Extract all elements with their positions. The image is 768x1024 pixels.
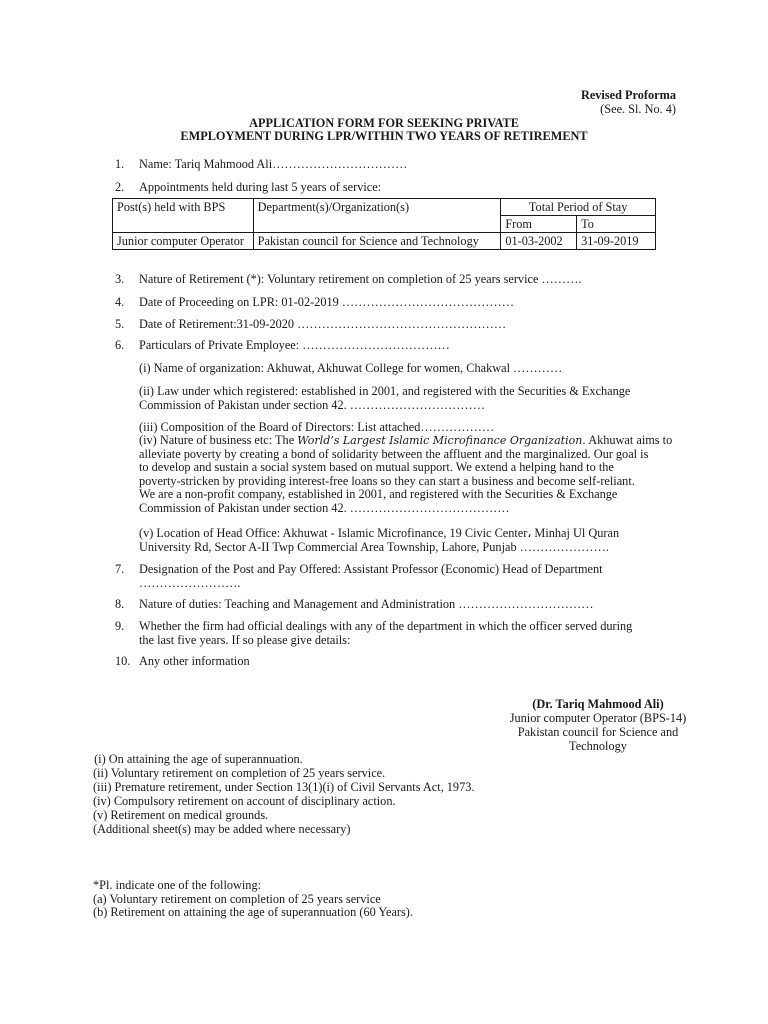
particular-head-office-line: University Rd, Sector A-II Twp Commercial Area Township, Lahore, Punjab …………………. bbox=[139, 540, 609, 554]
item-other-information: Any other information bbox=[139, 654, 250, 668]
item-official-dealings-line: the last five years. If so please give details: bbox=[139, 633, 351, 647]
footnote-line: (Additional sheet(s) may be added where necessary) bbox=[93, 822, 351, 836]
particular-law-line: (ii) Law under which registered: established in 2001, and registered with the Securities & Exchange bbox=[139, 384, 631, 398]
item-duties: Nature of duties: Teaching and Management and Administration …………………………… bbox=[139, 597, 594, 611]
col-header-period: Total Period of Stay bbox=[501, 199, 656, 216]
item-particulars: Particulars of Private Employee: ……………………………… bbox=[139, 338, 450, 352]
item-number: 9. bbox=[115, 619, 125, 633]
business-slogan: World’s Largest Islamic Microfinance Organization. bbox=[297, 434, 586, 447]
item-number: 7. bbox=[115, 562, 125, 576]
reference-label: (See. Sl. No. 4) bbox=[600, 102, 676, 116]
item-designation bbox=[139, 562, 603, 590]
particular-law bbox=[139, 384, 675, 412]
indicate-option-b: (b) Retirement on attaining the age of superannuation (60 Years). bbox=[93, 905, 413, 919]
col-header-from: From bbox=[501, 216, 577, 233]
item-number: 3. bbox=[115, 272, 125, 286]
item-number: 6. bbox=[115, 338, 125, 352]
table-row bbox=[113, 233, 656, 250]
item-number: 5. bbox=[115, 317, 125, 331]
indicate-note: *Pl. indicate one of the following: bbox=[93, 878, 262, 892]
particular-law-line: Commission of Pakistan under section 42. …………………………… bbox=[139, 398, 486, 412]
proforma-label: Revised Proforma bbox=[580, 88, 676, 102]
cell-post: Junior computer Operator bbox=[113, 233, 254, 250]
item-name: Name: Tariq Mahmood Ali…………………………… bbox=[139, 157, 408, 171]
business-prefix: (iv) Nature of business etc: The bbox=[139, 433, 298, 447]
form-title-line1: APPLICATION FORM FOR SEEKING PRIVATE bbox=[249, 116, 519, 130]
particular-organization: (i) Name of organization: Akhuwat, Akhuwat College for women, Chakwal ………… bbox=[139, 361, 563, 375]
cell-from: 01-03-2002 bbox=[501, 233, 577, 250]
business-suffix: Akhuwat aims to bbox=[585, 433, 673, 447]
item-designation-dots: ……………………. bbox=[139, 576, 241, 590]
item-number: 10. bbox=[115, 654, 131, 668]
particular-head-office-line: (v) Location of Head Office: Akhuwat - Islamic Microfinance, 19 Civic Center، Minhaj Ul Quran bbox=[139, 526, 620, 540]
col-header-post: Post(s) held with BPS bbox=[113, 199, 254, 233]
indicate-option-a: (a) Voluntary retirement on completion of 25 years service bbox=[93, 892, 381, 906]
col-header-to: To bbox=[577, 216, 656, 233]
particular-business-line: poverty-stricken by providing interest-free loans so they can start a business and become self-reliant. bbox=[139, 473, 635, 488]
item-official-dealings-line: Whether the firm had official dealings with any of the department in which the officer served during bbox=[139, 619, 633, 633]
cell-department: Pakistan council for Science and Technology bbox=[253, 233, 501, 250]
particular-business-line: to develop and sustain a social system based on mutual support. We extend a helping hand to the bbox=[139, 460, 614, 474]
signature-org-line: Pakistan council for Science and bbox=[517, 725, 679, 739]
cell-to: 31-09-2019 bbox=[577, 233, 656, 250]
particular-business-line: alleviate poverty by creating a bond of solidarity between the affluent and the marginalized. Our goal is bbox=[139, 446, 649, 461]
item-number: 8. bbox=[115, 597, 125, 611]
appointments-table bbox=[112, 198, 656, 250]
signature-name: (Dr. Tariq Mahmood Ali) bbox=[532, 697, 664, 711]
item-nature-of-retirement: Nature of Retirement (*): Voluntary retirement on completion of 25 years service ………. bbox=[139, 272, 582, 286]
form-title-line2: EMPLOYMENT DURING LPR/WITHIN TWO YEARS OF RETIREMENT bbox=[180, 129, 588, 143]
particular-board: (iii) Composition of the Board of Directors: List attached……………… bbox=[139, 420, 495, 434]
item-designation-line: Designation of the Post and Pay Offered: Assistant Professor (Economic) Head of Department bbox=[139, 562, 603, 576]
item-appointments: Appointments held during last 5 years of service: bbox=[139, 180, 382, 194]
footnote-line: (v) Retirement on medical grounds. bbox=[93, 808, 269, 822]
footnote-line: (ii) Voluntary retirement on completion of 25 years service. bbox=[93, 766, 386, 780]
particular-head-office bbox=[139, 526, 675, 554]
footnote-line: (iv) Compulsory retirement on account of disciplinary action. bbox=[93, 794, 396, 808]
table-header-row bbox=[113, 199, 656, 216]
particular-business-line bbox=[139, 434, 675, 448]
signature-designation: Junior computer Operator (BPS-14) bbox=[509, 711, 687, 725]
footnote-line: (i) On attaining the age of superannuation. bbox=[91, 752, 303, 766]
item-number: 2. bbox=[115, 180, 125, 194]
col-header-department: Department(s)/Organization(s) bbox=[253, 199, 501, 233]
footnote-line: (iii) Premature retirement, under Section 13(1)(i) of Civil Servants Act, 1973. bbox=[93, 780, 475, 794]
item-number: 1. bbox=[115, 157, 125, 171]
particular-business-line: Commission of Pakistan under section 42. ………………………………… bbox=[139, 500, 510, 515]
particular-business-line: We are a non-profit company, established in 2001, and registered with the Securities & Exchange bbox=[139, 487, 618, 501]
particular-business bbox=[139, 434, 675, 515]
item-lpr-date: Date of Proceeding on LPR: 01-02-2019 …………………………………… bbox=[139, 295, 515, 309]
item-official-dealings bbox=[139, 619, 632, 647]
item-number: 4. bbox=[115, 295, 125, 309]
signature-org-line: Technology bbox=[569, 739, 627, 753]
item-retirement-date: Date of Retirement:31-09-2020 …………………………………………… bbox=[139, 317, 507, 331]
